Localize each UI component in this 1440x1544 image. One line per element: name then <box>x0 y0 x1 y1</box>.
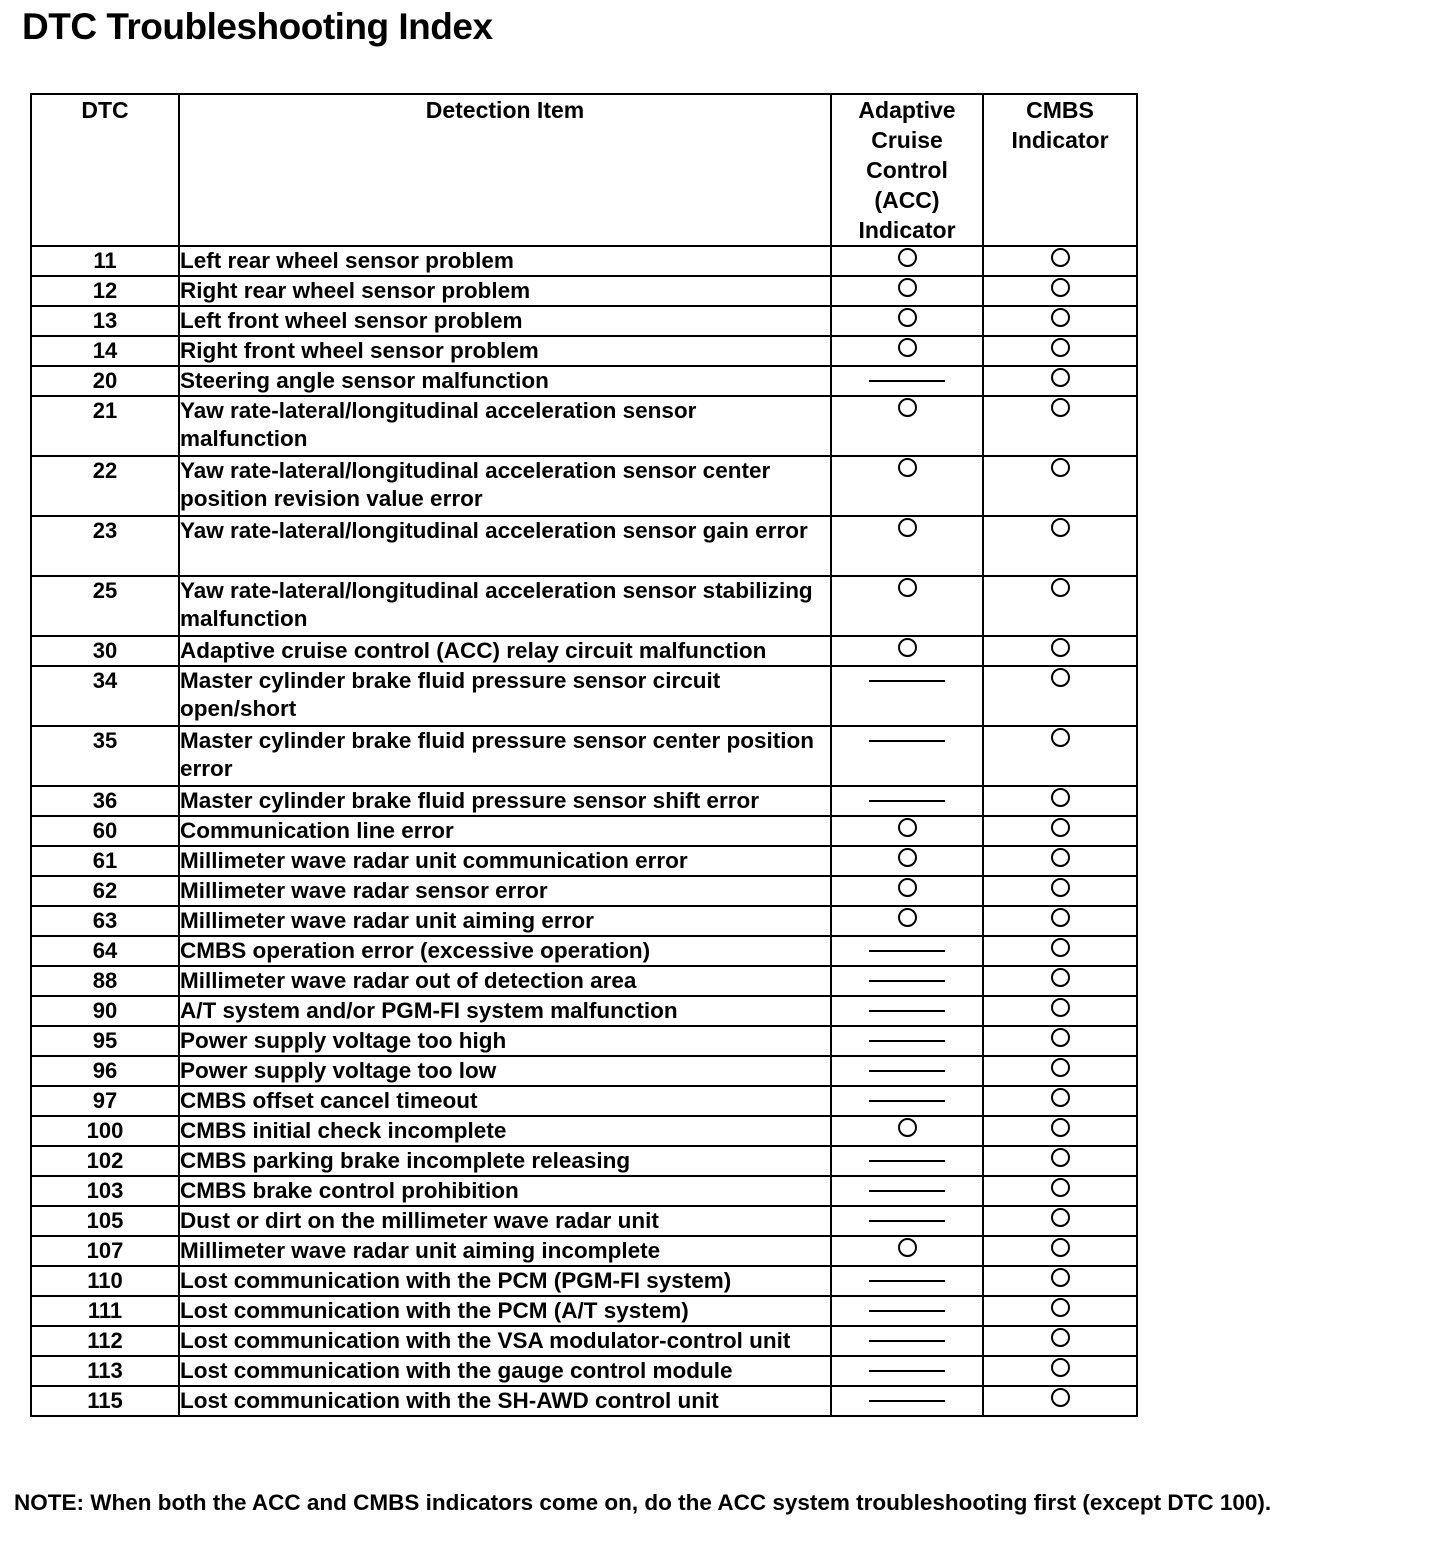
cmbs-indicator-cell <box>983 846 1137 876</box>
table-row <box>31 1146 1137 1176</box>
circle-icon <box>1051 788 1070 807</box>
circle-icon <box>1051 878 1070 897</box>
dash-icon <box>869 1310 945 1312</box>
circle-icon <box>898 1118 917 1137</box>
table-row <box>31 516 1137 576</box>
acc-indicator-cell <box>831 786 983 816</box>
circle-icon <box>1051 248 1070 267</box>
page-title: DTC Troubleshooting Index <box>22 6 493 47</box>
table-row <box>31 306 1137 336</box>
detection-item: Millimeter wave radar unit aiming error <box>179 906 831 936</box>
circle-icon <box>1051 938 1070 957</box>
cmbs-indicator-cell <box>983 1236 1137 1266</box>
circle-icon <box>1051 278 1070 297</box>
table-row <box>31 816 1137 846</box>
circle-icon <box>1051 1328 1070 1347</box>
table-row <box>31 1086 1137 1116</box>
circle-icon <box>898 398 917 417</box>
acc-indicator-cell <box>831 876 983 906</box>
table-row <box>31 1026 1137 1056</box>
acc-indicator-cell <box>831 306 983 336</box>
acc-indicator-cell <box>831 1056 983 1086</box>
detection-item: CMBS initial check incomplete <box>179 1116 831 1146</box>
circle-icon <box>1051 668 1070 687</box>
dtc-code: 63 <box>31 906 179 936</box>
table-row <box>31 996 1137 1026</box>
acc-indicator-cell <box>831 726 983 786</box>
circle-icon <box>1051 728 1070 747</box>
dash-icon <box>869 680 945 682</box>
circle-icon <box>898 518 917 537</box>
detection-item: Master cylinder brake fluid pressure sensor circuit open/short <box>179 666 831 726</box>
dtc-code: 34 <box>31 666 179 726</box>
table-row <box>31 396 1137 456</box>
circle-icon <box>898 1238 917 1257</box>
cmbs-indicator-cell <box>983 1026 1137 1056</box>
detection-item: Yaw rate-lateral/longitudinal acceleration sensor gain error <box>179 516 831 576</box>
dtc-code: 88 <box>31 966 179 996</box>
dtc-code: 13 <box>31 306 179 336</box>
detection-item: Millimeter wave radar unit aiming incomplete <box>179 1236 831 1266</box>
circle-icon <box>1051 1268 1070 1287</box>
cmbs-indicator-cell <box>983 276 1137 306</box>
dtc-code: 11 <box>31 246 179 276</box>
dash-icon <box>869 740 945 742</box>
dtc-code: 61 <box>31 846 179 876</box>
table-row <box>31 1386 1137 1416</box>
cmbs-indicator-cell <box>983 816 1137 846</box>
table-row <box>31 786 1137 816</box>
detection-item: Millimeter wave radar unit communication error <box>179 846 831 876</box>
table-row <box>31 456 1137 516</box>
dtc-code: 30 <box>31 636 179 666</box>
cmbs-indicator-cell <box>983 786 1137 816</box>
table-row <box>31 1206 1137 1236</box>
acc-indicator-cell <box>831 1086 983 1116</box>
circle-icon <box>898 458 917 477</box>
circle-icon <box>1051 578 1070 597</box>
detection-item: Right front wheel sensor problem <box>179 336 831 366</box>
acc-indicator-cell <box>831 1386 983 1416</box>
cmbs-indicator-cell <box>983 396 1137 456</box>
detection-item: Master cylinder brake fluid pressure sensor center position error <box>179 726 831 786</box>
detection-item: Lost communication with the PCM (A/T system) <box>179 1296 831 1326</box>
dtc-code: 62 <box>31 876 179 906</box>
cmbs-indicator-cell <box>983 336 1137 366</box>
detection-item: Millimeter wave radar sensor error <box>179 876 831 906</box>
dtc-code: 23 <box>31 516 179 576</box>
detection-item: Lost communication with the gauge control module <box>179 1356 831 1386</box>
dtc-code: 25 <box>31 576 179 636</box>
dtc-code: 96 <box>31 1056 179 1086</box>
dash-icon <box>869 1070 945 1072</box>
cmbs-indicator-cell <box>983 876 1137 906</box>
acc-indicator-cell <box>831 456 983 516</box>
circle-icon <box>1051 908 1070 927</box>
table-row <box>31 726 1137 786</box>
detection-item: Yaw rate-lateral/longitudinal acceleration sensor malfunction <box>179 396 831 456</box>
cmbs-indicator-cell <box>983 906 1137 936</box>
acc-indicator-cell <box>831 636 983 666</box>
dtc-code: 107 <box>31 1236 179 1266</box>
circle-icon <box>1051 1388 1070 1407</box>
acc-indicator-cell <box>831 1356 983 1386</box>
acc-indicator-cell <box>831 276 983 306</box>
dash-icon <box>869 1370 945 1372</box>
dtc-code: 21 <box>31 396 179 456</box>
cmbs-indicator-cell <box>983 726 1137 786</box>
dtc-code: 35 <box>31 726 179 786</box>
dtc-code: 36 <box>31 786 179 816</box>
circle-icon <box>898 308 917 327</box>
dash-icon <box>869 380 945 382</box>
dash-icon <box>869 1190 945 1192</box>
header-detection-item: Detection Item <box>179 94 831 246</box>
table-row <box>31 636 1137 666</box>
cmbs-indicator-cell <box>983 936 1137 966</box>
table-row <box>31 246 1137 276</box>
table-row <box>31 1236 1137 1266</box>
dash-icon <box>869 980 945 982</box>
table-row <box>31 966 1137 996</box>
cmbs-indicator-cell <box>983 1056 1137 1086</box>
cmbs-indicator-cell <box>983 1356 1137 1386</box>
acc-indicator-cell <box>831 516 983 576</box>
acc-indicator-cell <box>831 966 983 996</box>
header-acc-indicator-text: Adaptive Cruise Control (ACC) Indicator <box>858 97 956 243</box>
circle-icon <box>1051 1358 1070 1377</box>
table-row <box>31 366 1137 396</box>
detection-item: Lost communication with the VSA modulator-control unit <box>179 1326 831 1356</box>
table-row <box>31 336 1137 366</box>
acc-indicator-cell <box>831 246 983 276</box>
dtc-code: 110 <box>31 1266 179 1296</box>
table-row <box>31 666 1137 726</box>
circle-icon <box>1051 848 1070 867</box>
dtc-code: 100 <box>31 1116 179 1146</box>
dtc-code: 115 <box>31 1386 179 1416</box>
acc-indicator-cell <box>831 1146 983 1176</box>
acc-indicator-cell <box>831 366 983 396</box>
table-row <box>31 876 1137 906</box>
cmbs-indicator-cell <box>983 366 1137 396</box>
circle-icon <box>1051 998 1070 1017</box>
cmbs-indicator-cell <box>983 996 1137 1026</box>
acc-indicator-cell <box>831 576 983 636</box>
detection-item: Lost communication with the PCM (PGM-FI system) <box>179 1266 831 1296</box>
dtc-code: 102 <box>31 1146 179 1176</box>
cmbs-indicator-cell <box>983 306 1137 336</box>
circle-icon <box>1051 1238 1070 1257</box>
circle-icon <box>898 848 917 867</box>
detection-item: CMBS parking brake incomplete releasing <box>179 1146 831 1176</box>
detection-item: Left rear wheel sensor problem <box>179 246 831 276</box>
note: NOTE: When both the ACC and CMBS indicators come on, do the ACC system troubleshooting first (except DTC 100). <box>14 1490 1272 1515</box>
detection-item: Left front wheel sensor problem <box>179 306 831 336</box>
acc-indicator-cell <box>831 666 983 726</box>
acc-indicator-cell <box>831 1116 983 1146</box>
acc-indicator-cell <box>831 816 983 846</box>
circle-icon <box>898 638 917 657</box>
table-row <box>31 1266 1137 1296</box>
cmbs-indicator-cell <box>983 1386 1137 1416</box>
dash-icon <box>869 1010 945 1012</box>
dash-icon <box>869 1280 945 1282</box>
circle-icon <box>1051 638 1070 657</box>
acc-indicator-cell <box>831 936 983 966</box>
table-row <box>31 1326 1137 1356</box>
header-cmbs-indicator-text: CMBS Indicator <box>1011 97 1109 153</box>
acc-indicator-cell <box>831 336 983 366</box>
dash-icon <box>869 1340 945 1342</box>
dash-icon <box>869 1400 945 1402</box>
cmbs-indicator-cell <box>983 966 1137 996</box>
acc-indicator-cell <box>831 1176 983 1206</box>
detection-item: Millimeter wave radar out of detection area <box>179 966 831 996</box>
acc-indicator-cell <box>831 996 983 1026</box>
dtc-code: 90 <box>31 996 179 1026</box>
dtc-code: 14 <box>31 336 179 366</box>
circle-icon <box>1051 818 1070 837</box>
acc-indicator-cell <box>831 396 983 456</box>
circle-icon <box>898 878 917 897</box>
acc-indicator-cell <box>831 1206 983 1236</box>
circle-icon <box>1051 968 1070 987</box>
dtc-code: 111 <box>31 1296 179 1326</box>
table-row <box>31 906 1137 936</box>
dtc-code: 95 <box>31 1026 179 1056</box>
detection-item: Steering angle sensor malfunction <box>179 366 831 396</box>
table-row <box>31 936 1137 966</box>
dtc-code: 105 <box>31 1206 179 1236</box>
dash-icon <box>869 1220 945 1222</box>
table-row <box>31 1056 1137 1086</box>
circle-icon <box>898 338 917 357</box>
dtc-code: 103 <box>31 1176 179 1206</box>
header-dtc: DTC <box>31 94 179 246</box>
circle-icon <box>1051 1178 1070 1197</box>
acc-indicator-cell <box>831 906 983 936</box>
cmbs-indicator-cell <box>983 636 1137 666</box>
circle-icon <box>1051 368 1070 387</box>
detection-item: CMBS brake control prohibition <box>179 1176 831 1206</box>
cmbs-indicator-cell <box>983 1206 1137 1236</box>
table-row <box>31 276 1137 306</box>
detection-item: CMBS operation error (excessive operation) <box>179 936 831 966</box>
detection-item: Master cylinder brake fluid pressure sensor shift error <box>179 786 831 816</box>
acc-indicator-cell <box>831 846 983 876</box>
table-row <box>31 576 1137 636</box>
header-row <box>31 94 1137 246</box>
dash-icon <box>869 1100 945 1102</box>
circle-icon <box>898 908 917 927</box>
dtc-code: 113 <box>31 1356 179 1386</box>
circle-icon <box>898 278 917 297</box>
cmbs-indicator-cell <box>983 1176 1137 1206</box>
circle-icon <box>1051 458 1070 477</box>
circle-icon <box>1051 1298 1070 1317</box>
dtc-table-body <box>31 246 1137 1416</box>
cmbs-indicator-cell <box>983 456 1137 516</box>
table-row <box>31 1116 1137 1146</box>
acc-indicator-cell <box>831 1326 983 1356</box>
detection-item: Power supply voltage too high <box>179 1026 831 1056</box>
cmbs-indicator-cell <box>983 246 1137 276</box>
dtc-code: 64 <box>31 936 179 966</box>
acc-indicator-cell <box>831 1266 983 1296</box>
cmbs-indicator-cell <box>983 1116 1137 1146</box>
dash-icon <box>869 950 945 952</box>
circle-icon <box>1051 398 1070 417</box>
dash-icon <box>869 1040 945 1042</box>
circle-icon <box>1051 1148 1070 1167</box>
circle-icon <box>1051 518 1070 537</box>
circle-icon <box>1051 1028 1070 1047</box>
cmbs-indicator-cell <box>983 1146 1137 1176</box>
header-acc-indicator <box>831 94 983 246</box>
circle-icon <box>1051 338 1070 357</box>
cmbs-indicator-cell <box>983 576 1137 636</box>
detection-item: Communication line error <box>179 816 831 846</box>
circle-icon <box>898 248 917 267</box>
circle-icon <box>1051 1088 1070 1107</box>
cmbs-indicator-cell <box>983 1296 1137 1326</box>
circle-icon <box>1051 308 1070 327</box>
circle-icon <box>898 578 917 597</box>
acc-indicator-cell <box>831 1236 983 1266</box>
detection-item: Power supply voltage too low <box>179 1056 831 1086</box>
detection-item: Right rear wheel sensor problem <box>179 276 831 306</box>
detection-item: CMBS offset cancel timeout <box>179 1086 831 1116</box>
cmbs-indicator-cell <box>983 1326 1137 1356</box>
dtc-code: 97 <box>31 1086 179 1116</box>
detection-item: A/T system and/or PGM-FI system malfunction <box>179 996 831 1026</box>
dtc-code: 22 <box>31 456 179 516</box>
table-row <box>31 1296 1137 1326</box>
table-row <box>31 846 1137 876</box>
detection-item: Lost communication with the SH-AWD control unit <box>179 1386 831 1416</box>
circle-icon <box>1051 1058 1070 1077</box>
acc-indicator-cell <box>831 1026 983 1056</box>
cmbs-indicator-cell <box>983 666 1137 726</box>
table-row <box>31 1176 1137 1206</box>
detection-item: Dust or dirt on the millimeter wave radar unit <box>179 1206 831 1236</box>
cmbs-indicator-cell <box>983 1086 1137 1116</box>
detection-item: Adaptive cruise control (ACC) relay circuit malfunction <box>179 636 831 666</box>
detection-item: Yaw rate-lateral/longitudinal acceleration sensor stabilizing malfunction <box>179 576 831 636</box>
dtc-index-table <box>30 93 1138 1417</box>
dtc-code: 12 <box>31 276 179 306</box>
header-cmbs-indicator <box>983 94 1137 246</box>
acc-indicator-cell <box>831 1296 983 1326</box>
dtc-code: 60 <box>31 816 179 846</box>
circle-icon <box>1051 1118 1070 1137</box>
dash-icon <box>869 800 945 802</box>
dtc-code: 20 <box>31 366 179 396</box>
cmbs-indicator-cell <box>983 516 1137 576</box>
detection-item: Yaw rate-lateral/longitudinal acceleration sensor center position revision value error <box>179 456 831 516</box>
dtc-code: 112 <box>31 1326 179 1356</box>
cmbs-indicator-cell <box>983 1266 1137 1296</box>
dash-icon <box>869 1160 945 1162</box>
table-row <box>31 1356 1137 1386</box>
circle-icon <box>1051 1208 1070 1227</box>
circle-icon <box>898 818 917 837</box>
